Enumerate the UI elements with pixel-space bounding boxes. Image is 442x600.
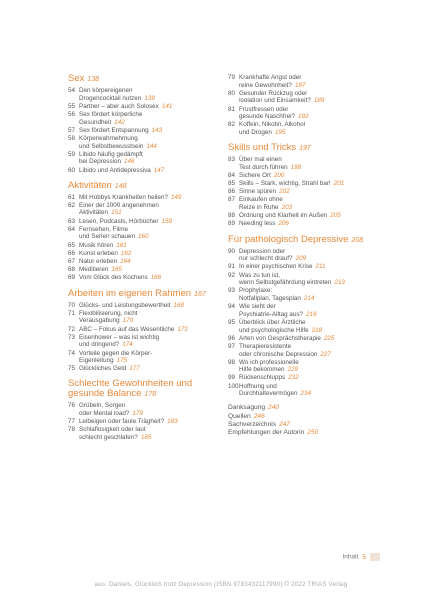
toc-entry[interactable] [68,274,218,282]
entry-title: Verausgabung 170 [79,317,134,325]
toc-left-column [68,74,218,442]
entry-page-number: 195 [274,128,286,136]
entry-page-number: 170 [122,317,134,325]
toc-entry[interactable] [228,383,388,398]
entry-title: In einer psychischen Krise [239,263,313,271]
entry-title: Hoffnung und [239,382,277,390]
toc-entry[interactable] [68,326,218,334]
entry-page-number: 189 [313,97,325,105]
entry-number: 61 [68,193,76,201]
entry-title: Sex fördert körperliche [79,110,143,118]
entry-page-number: 144 [146,142,157,150]
toc-entry[interactable] [228,248,388,263]
entry-title: Musik hören [79,241,114,249]
toc-section-heading[interactable] [68,74,218,85]
entry-title: Flexibilisierung, nicht [79,309,138,317]
entry-number: 84 [228,171,236,179]
entry-number: 67 [68,258,76,265]
entry-number: 73 [68,333,76,341]
toc-entry[interactable] [228,172,388,180]
entry-title: Was zu tun ist, [239,271,281,279]
entry-page-number: 146 [124,158,135,166]
entry-number: 85 [228,180,236,188]
toc-entry[interactable] [228,287,388,302]
entry-title: Überblick über Ärztliche [239,318,306,326]
toc-entry[interactable] [68,218,218,226]
toc-entry[interactable] [68,426,218,441]
toc-entry[interactable] [228,319,388,334]
toc-entry[interactable] [68,350,218,365]
toc-appendix-entry[interactable] [228,421,388,429]
toc-entry[interactable] [228,121,388,136]
entry-number: 55 [68,102,76,110]
entry-title: Isolation und Einsamkeit? 189 [239,97,325,105]
entry-page-number: 149 [170,193,182,201]
entry-title: Grübeln, Sorgen [79,402,126,410]
entry-page-number: 151 [111,209,122,217]
entry-number: 83 [228,156,236,164]
entry-title: Einer der 1000 angenehmen [79,201,159,209]
entry-title: wenn Selbstgefährdung eintreten 213 [239,279,345,287]
entry-page-number: 177 [129,365,140,373]
entry-number: 58 [68,134,76,142]
toc-entry[interactable] [68,310,218,325]
toc-entry[interactable] [68,167,218,175]
entry-page-number: 185 [140,434,152,442]
entry-title: Koffein, Nikotin, Alkohol [239,121,306,129]
entry-title: schlecht geschlafen? 185 [79,434,152,442]
entry-number: 78 [68,426,76,434]
toc-entry[interactable] [228,303,388,318]
entry-page-number: 192 [298,113,309,121]
section-page-number: 197 [299,145,311,153]
entry-title: und Serien schauen 160 [79,233,149,241]
entry-title: Danksagung [228,404,266,412]
entry-number: 66 [68,249,76,257]
entry-title: oder chronische Depression 227 [239,350,331,358]
toc-section-heading[interactable] [68,379,218,400]
entry-page-number: 216 [306,310,317,318]
entry-title: Psychiatrie-Alltag aus? 216 [239,310,317,318]
entry-number: 99 [228,374,236,382]
entry-title: Krankhafte Angst oder [239,74,302,81]
section-title: Sex [68,73,85,84]
entry-title: Fernsehen, Filme [79,225,128,233]
entry-title: Den körpereigenen [79,87,133,94]
footer-page-number: 5 [362,553,366,561]
entry-title: Wie sieht der [239,303,276,311]
toc-appendix-entry[interactable] [228,429,388,437]
entry-title: Drogencocktail nutzen 139 [79,94,155,102]
footer-label: Inhalt [342,553,359,561]
entry-number: 65 [68,241,76,249]
entry-title: Aktivitäten 151 [79,209,122,217]
entry-number: 69 [68,274,76,282]
toc-entry[interactable] [228,263,388,271]
entry-page-number: 187 [294,81,306,89]
entry-title: Sachverzeichnis [228,420,277,428]
entry-number: 82 [228,121,236,129]
entry-page-number: 139 [144,94,155,102]
entry-number: 92 [228,271,236,279]
toc-entry[interactable] [68,258,218,266]
toc-entry[interactable] [228,90,388,105]
toc-entry[interactable] [68,226,218,241]
entry-page-number: 203 [281,204,293,212]
entry-number: 63 [68,217,76,225]
entry-title: und psychologische Hilfe 218 [239,326,323,334]
entry-page-number: 205 [330,212,341,220]
toc-entry[interactable] [68,103,218,111]
entry-title: Gesundheit 142 [79,118,125,126]
entry-page-number: 183 [167,418,178,426]
entry-title: Rückenschlupps [239,374,286,382]
toc-entry[interactable] [68,242,218,250]
entry-page-number: 202 [279,188,290,196]
entry-number: 93 [228,287,236,295]
entry-title: Therapieresistente [239,342,292,350]
toc-entry[interactable] [228,359,388,374]
entry-number: 98 [228,358,236,366]
entry-page-number: 227 [320,350,331,358]
entry-title: Reize in Ruhe 203 [239,204,293,212]
entry-page-number: 166 [150,274,162,282]
entry-number: 59 [68,150,76,158]
entry-page-number: 234 [300,390,311,398]
entry-title: Schlaflosigkeit oder laut [79,426,146,434]
toc-entry[interactable] [228,220,388,228]
source-credit: aus: Daniels, Glücklich trotz Depression (ISBN 9783432117990) © 2022 TRIAS Verlag [94,581,348,588]
entry-title: Partner – aber auch Solosex [79,102,159,110]
entry-title: Durchhaltevermögen 234 [239,390,311,398]
toc-section-heading[interactable] [228,143,388,154]
toc-entry[interactable] [228,343,388,358]
entry-number: 54 [68,87,76,94]
entry-title: Gesunder Rückzug oder [239,89,308,97]
toc-entry[interactable] [228,196,388,211]
entry-title: Prophylaxe: [239,287,273,295]
entry-title: Sex fördert Entspannung [79,126,149,134]
toc-entry[interactable] [228,180,388,188]
entry-number: 60 [68,166,76,174]
entry-page-number: 225 [323,334,335,342]
section-title: Schlechte Gewohnheiten und gesunde Balance [68,378,193,400]
entry-number: 62 [68,201,76,209]
entry-title: Hilfe bekommen 229 [239,366,299,374]
entry-title: und Selbstbewusstsein 144 [79,142,157,150]
entry-page-number: 175 [116,357,128,365]
entry-title: Glücks- und Leistungsbewertheit [79,301,171,309]
entry-number: 64 [68,225,76,233]
entry-number: 91 [228,263,236,271]
entry-title: Skills – Stark, wichtig, Strahl bar! [239,180,331,188]
entry-page-number: 174 [122,341,133,349]
entry-number: 68 [68,266,76,274]
toc-section-heading[interactable] [228,235,388,246]
entry-number: 56 [68,110,76,118]
entry-page-number: 143 [151,126,163,134]
section-page-number: 138 [87,76,100,83]
toc-entry[interactable] [68,194,218,202]
toc-entry[interactable] [68,111,218,126]
entry-title: nur schlecht drauf? 209 [239,255,307,263]
entry-number: 81 [228,105,236,113]
entry-title: gesunde Naschfrei? 192 [239,113,309,121]
toc-entry[interactable] [228,106,388,121]
toc-entry[interactable] [68,365,218,373]
entry-page-number: 160 [138,233,149,241]
toc-entry[interactable] [68,151,218,166]
entry-page-number: 141 [161,102,173,110]
section-title: Für pathologisch Depressive [228,233,349,245]
entry-title: Kunst erleben [79,249,118,257]
toc-entry[interactable] [228,335,388,343]
entry-title: und dringend? 174 [79,341,133,349]
toc-right-column [228,74,388,437]
entry-page-number: 172 [177,325,188,333]
entry-page-number: 168 [173,301,184,309]
entry-number: 87 [228,196,236,204]
entry-page-number: 165 [111,266,122,274]
toc-entry[interactable] [228,74,388,89]
entry-title: Test durch führen 198 [239,163,302,171]
entry-title: Wo ich professionelle [239,358,299,366]
entry-number: 97 [228,342,236,350]
entry-page-number: 161 [116,241,127,249]
entry-page-number: 201 [333,180,345,188]
toc-entry[interactable] [228,374,388,382]
entry-title: Einkaufen ohne [239,196,283,204]
toc-entry[interactable] [68,135,218,150]
toc-section-heading[interactable] [68,181,218,192]
entry-number: 70 [68,301,76,309]
entry-title: Depression oder [239,247,286,255]
entry-title: und Drogen 195 [239,128,286,136]
section-page-number: 167 [194,290,206,298]
entry-title: reine Gewohnheit? 187 [239,81,306,89]
entry-page-number: 209 [295,255,307,263]
entry-title: Frustfressen oder [239,105,289,113]
toc-entry[interactable] [68,87,218,102]
toc-entry[interactable] [68,302,218,310]
section-title: Aktivitäten [68,179,112,191]
entry-title: Mit Hobbys Krankheiten heilen? [79,193,168,201]
toc-entry[interactable] [68,266,218,274]
entry-title: bei Depression 146 [79,158,135,166]
entry-page-number: 246 [253,412,265,420]
entry-title: Vom Glück des Kochens [79,274,148,282]
toc-entry[interactable] [68,250,218,258]
entry-page-number: 198 [290,163,302,171]
entry-number: 77 [68,418,76,426]
entry-number: 88 [228,212,236,220]
entry-title: Natur erleben [79,258,118,265]
entry-title: Notfallplan, Tagesplan 214 [239,294,315,302]
entry-page-number: 247 [279,420,291,428]
entry-title: oder Mental load? 179 [79,410,143,418]
toc-appendix-entry[interactable] [228,413,388,421]
entry-title: Lesen, Podcasts, Hörbücher [79,217,159,225]
entry-title: Sinne spüren [239,188,277,196]
toc-appendix-entry[interactable] [228,404,388,412]
entry-title: Arten von Gesprächstherapie [239,334,321,342]
section-page-number: 208 [351,236,364,244]
section-title: Arbeiten im eigenen Rahmen [68,287,192,299]
entry-page-number: 229 [287,366,299,374]
toc-entry[interactable] [228,188,388,196]
entry-page-number: 200 [273,171,285,179]
entry-title: Needing less [239,220,276,228]
entry-page-number: 142 [114,118,125,126]
entry-title: Eigenleitung 175 [79,357,128,365]
entry-title: Libido häufig gedämpft [79,150,143,158]
entry-title: Meditieren [79,266,109,274]
entry-number: 100 [228,382,239,390]
entry-number: 89 [228,220,236,228]
entry-number: 90 [228,247,236,255]
entry-page-number: 232 [288,374,299,382]
toc-entry[interactable] [228,272,388,287]
entry-page-number: 240 [268,404,280,412]
entry-number: 72 [68,325,76,333]
section-page-number: 178 [144,391,157,399]
toc-entry[interactable] [68,202,218,217]
entry-number: 95 [228,318,236,326]
entry-title: Ordnung und Klarheit im Außen [239,212,328,220]
toc-entry[interactable] [68,334,218,349]
toc-entry[interactable] [68,418,218,426]
entry-title: Sichere Ort [239,171,271,179]
section-title: Skills und Tricks [228,142,297,154]
entry-title: Libido und Antidepressiva [79,166,151,174]
entry-page-number: 162 [120,249,132,257]
entry-page-number: 158 [161,217,172,225]
entry-page-number: 218 [311,326,323,334]
entry-page-number: 214 [303,294,315,302]
entry-title: Empfehlungen der Autorin [228,428,305,436]
entry-title: Leibeigen oder faule Trägheit? [79,418,165,426]
entry-page-number: 206 [278,220,289,228]
entry-page-number: 250 [307,428,319,436]
entry-number: 74 [68,349,76,357]
entry-title: Quellen [228,412,251,420]
page-footer [342,553,380,561]
entry-number: 96 [228,334,236,342]
entry-title: Über mal einen [239,156,282,164]
entry-title: Körperwahrnehmung [79,134,138,142]
entry-title: ABC – Fokus auf das Wesentliche [79,325,175,333]
entry-page-number: 211 [315,263,326,271]
toc-entry[interactable] [68,402,218,417]
entry-number: 79 [228,74,236,81]
entry-number: 80 [228,89,236,97]
section-page-number: 148 [114,182,127,190]
footer-marker [370,553,380,561]
toc-entry[interactable] [228,156,388,171]
entry-title: Vorteile gegen die Körper- [79,349,153,357]
toc-section-heading[interactable] [68,289,218,300]
entry-number: 86 [228,188,236,196]
entry-page-number: 164 [120,258,131,265]
entry-number: 76 [68,402,76,410]
entry-title: Eisenhower – was ist wichtig [79,333,160,341]
entry-number: 71 [68,309,76,317]
entry-number: 57 [68,126,76,134]
entry-number: 75 [68,365,76,373]
toc-entry[interactable] [68,127,218,135]
entry-title: Glückliches Geld [79,365,127,373]
entry-page-number: 147 [153,166,165,174]
entry-page-number: 179 [132,410,143,418]
entry-page-number: 213 [334,279,345,287]
toc-entry[interactable] [228,212,388,220]
entry-number: 94 [228,303,236,311]
